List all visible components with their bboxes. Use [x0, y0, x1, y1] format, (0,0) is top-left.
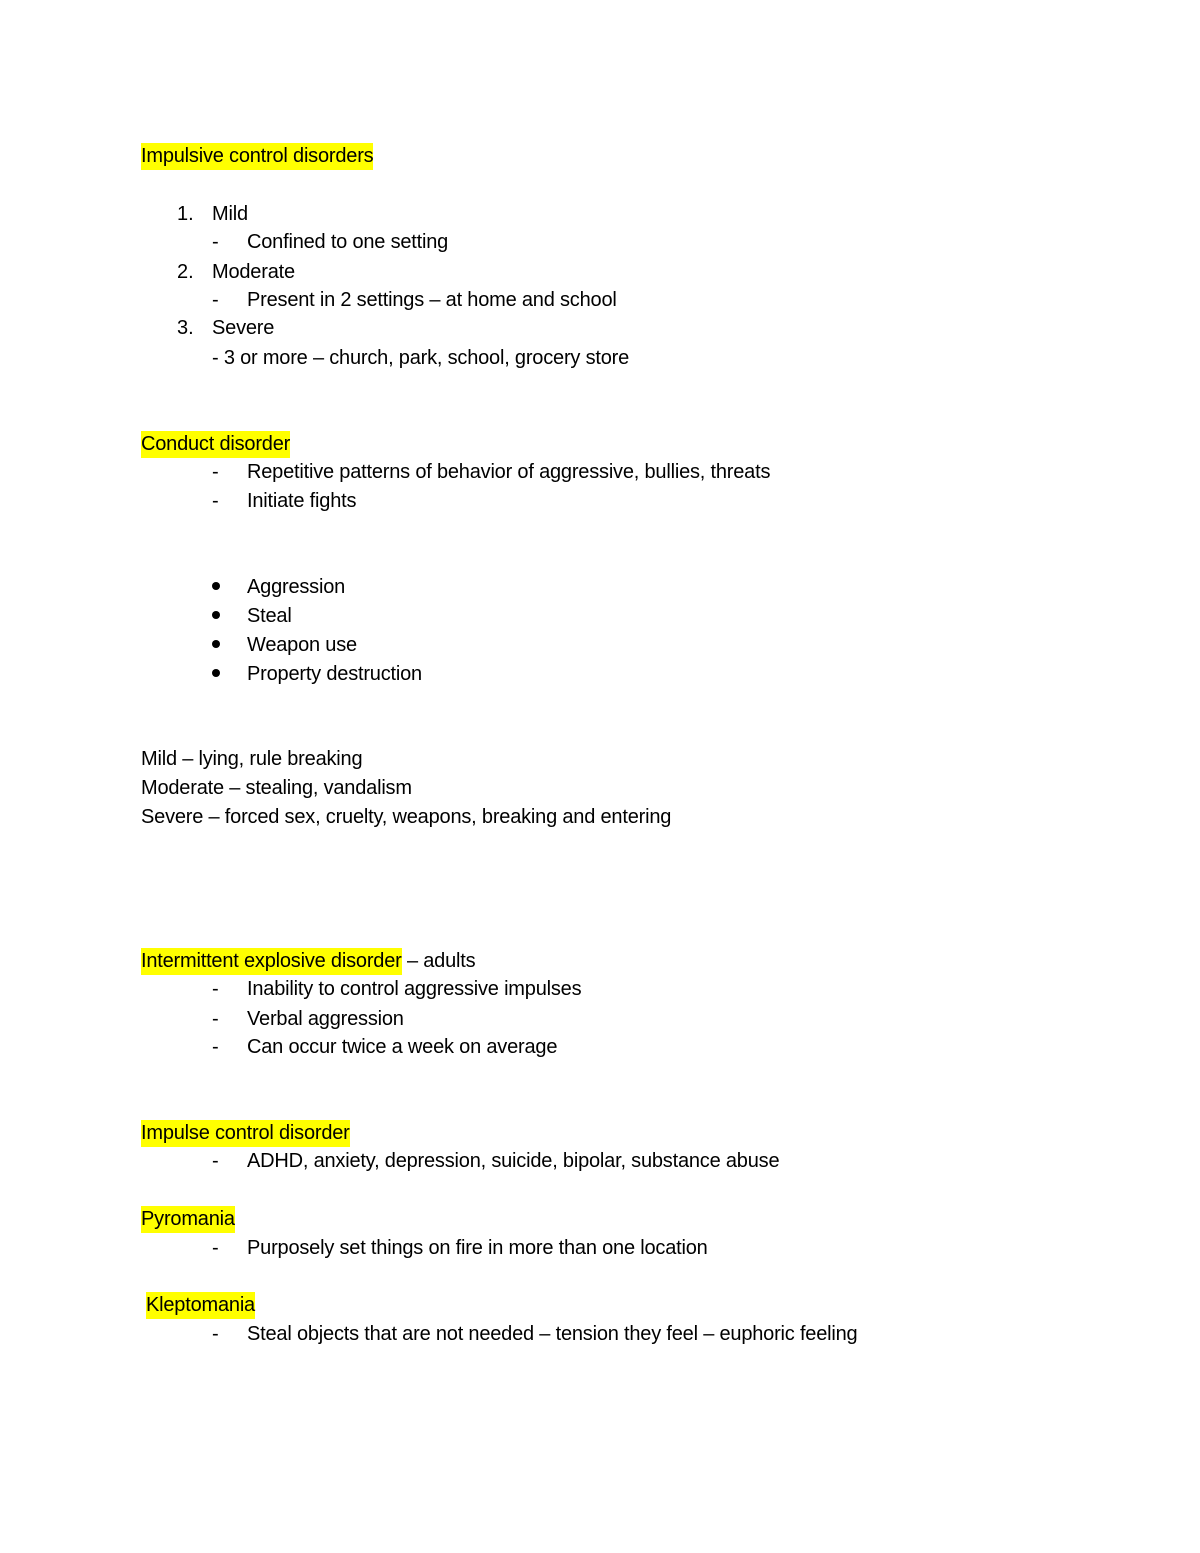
level-moderate: Moderate – stealing, vandalism	[141, 777, 412, 799]
list-number-2: 2.	[177, 261, 194, 283]
list-item: Repetitive patterns of behavior of aggressive, bullies, threats	[247, 461, 771, 483]
dash-marker: -	[212, 1323, 219, 1345]
intermittent-explosive-heading: Intermittent explosive disorder – adults	[141, 949, 475, 973]
bullet-icon	[212, 611, 220, 619]
dash-marker: -	[212, 1008, 219, 1030]
list-item: Purposely set things on fire in more than one location	[247, 1237, 708, 1259]
sub-item-moderate: Present in 2 settings – at home and school	[247, 289, 617, 311]
impulsive-control-heading: Impulsive control disorders	[141, 144, 373, 168]
dash-marker: -	[212, 490, 219, 512]
dash-marker: -	[212, 1036, 219, 1058]
conduct-disorder-heading: Conduct disorder	[141, 432, 290, 456]
bullet-item: Steal	[247, 605, 292, 627]
dash-marker: -	[212, 1237, 219, 1259]
bullet-icon	[212, 640, 220, 648]
dash-marker: -	[212, 978, 219, 1000]
pyromania-heading: Pyromania	[141, 1207, 235, 1231]
kleptomania-heading: Kleptomania	[146, 1293, 255, 1317]
sub-item-mild: Confined to one setting	[247, 231, 449, 253]
bullet-item: Weapon use	[247, 634, 357, 656]
dash-marker: -	[212, 461, 219, 483]
impulse-control-heading: Impulse control disorder	[141, 1121, 350, 1145]
list-item: Can occur twice a week on average	[247, 1036, 558, 1058]
list-item: Verbal aggression	[247, 1008, 404, 1030]
sub-item-severe: - 3 or more – church, park, school, grocery store	[212, 347, 630, 369]
bullet-icon	[212, 582, 220, 590]
list-item: Inability to control aggressive impulses	[247, 978, 582, 1000]
bullet-item: Aggression	[247, 576, 346, 598]
list-item-severe: Severe	[212, 317, 275, 339]
level-mild: Mild – lying, rule breaking	[141, 748, 363, 770]
dash-marker: -	[212, 289, 219, 311]
bullet-icon	[212, 669, 220, 677]
list-number-3: 3.	[177, 317, 194, 339]
dash-marker: -	[212, 1150, 219, 1172]
level-severe: Severe – forced sex, cruelty, weapons, breaking and entering	[141, 806, 672, 828]
list-item: ADHD, anxiety, depression, suicide, bipolar, substance abuse	[247, 1150, 780, 1172]
list-item: Initiate fights	[247, 490, 357, 512]
dash-marker: -	[212, 231, 219, 253]
list-item-moderate: Moderate	[212, 261, 295, 283]
bullet-item: Property destruction	[247, 663, 422, 685]
list-item-mild: Mild	[212, 203, 248, 225]
list-item: Steal objects that are not needed – tension they feel – euphoric feeling	[247, 1323, 858, 1345]
list-number-1: 1.	[177, 203, 194, 225]
